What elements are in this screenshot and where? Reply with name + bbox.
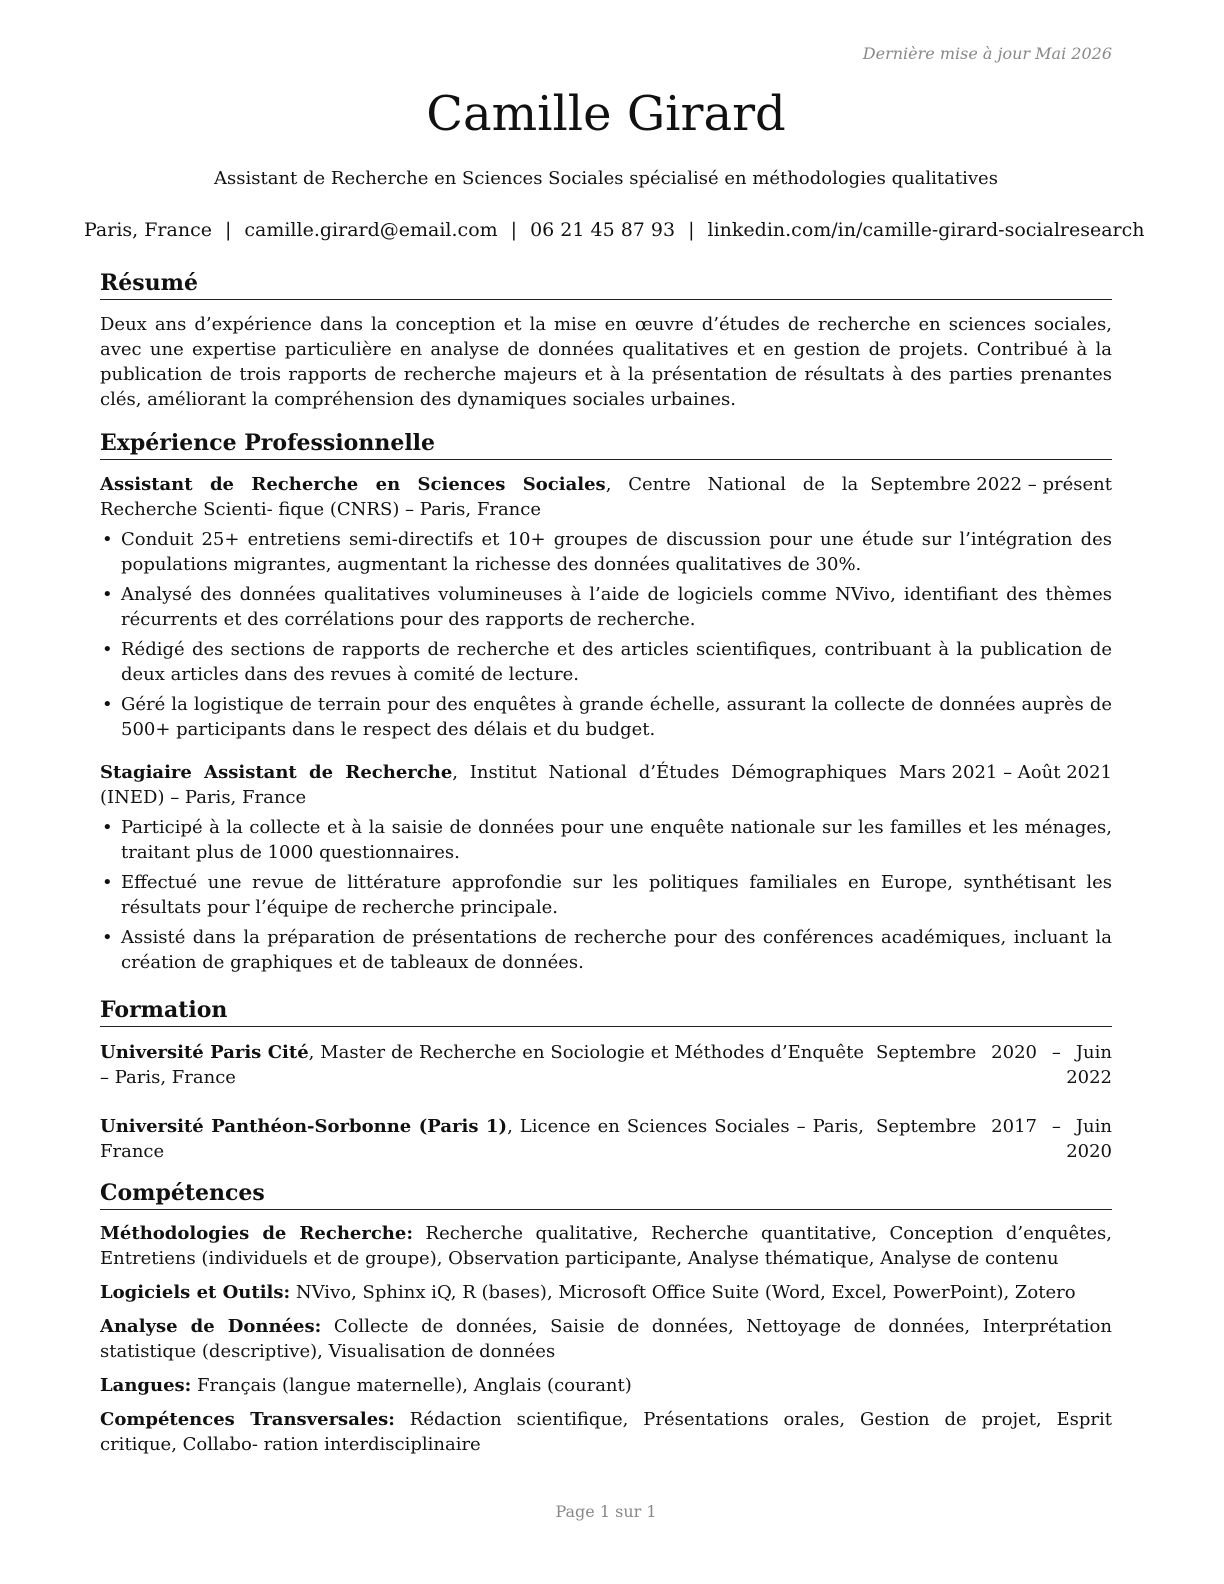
summary-title: Résumé [100,270,1112,300]
degree: , Master de Recherche en Sociologie et Méthodes d’Enquête – Paris, France [100,1042,865,1088]
job-org: , Institut National d’Études Démographiques (INED) – Paris, France [100,762,887,808]
list-item [100,692,1112,742]
list-item [100,815,1112,865]
skill-label: Logiciels et Outils: [100,1282,291,1303]
summary-section [100,270,1112,412]
bullet-text: Rédigé des sections de rapports de recherche et des articles scientifiques, contribuant à la publication de deux articles dans des revues à comité de lecture. [121,639,1112,685]
list-item [100,925,1112,975]
skill-value: Rédaction scientifique, Présentations orales, Gestion de projet, Esprit critique, Collabo- ration interdisciplinaire [100,1409,1112,1455]
skill-label: Méthodologies de Recherche: [100,1223,413,1244]
job-role: Assistant de Recherche en Sciences Sociales [100,474,606,495]
skill-value: Recherche qualitative, Recherche quantitative, Conception d’enquêtes, Entretiens (individuels et de groupe), Observation participante, Analyse thématique, Analyse de contenu [100,1223,1112,1269]
bullet-icon: • [102,817,113,838]
skill-row [100,1280,1112,1305]
skill-row [100,1373,1112,1398]
experience-section [100,430,1112,975]
list-item [100,637,1112,687]
bullet-text: Effectué une revue de littérature approfondie sur les politiques familiales en Europe, synthétisant les résultats pour l’équipe de recherche principale. [121,872,1112,918]
school-name: Université Paris Cité [100,1042,309,1063]
job-header [100,472,1112,522]
contact-separator: | [510,219,518,241]
bullet-text: Géré la logistique de terrain pour des enquêtes à grande échelle, assurant la collecte de données auprès de 500+ participants dans le respect des délais et du budget. [121,694,1112,740]
skills-title: Compétences [100,1180,1112,1210]
bullet-text: Conduit 25+ entretiens semi-directifs et 10+ groupes de discussion pour une étude sur l’intégration des populations migrantes, augmentant la richesse des données qualitatives de 30%. [121,529,1112,575]
skills-section [100,1180,1112,1457]
education-dates: Septembre 2020 – Juin 2022 [876,1042,1112,1088]
skill-row [100,1314,1112,1364]
job-dates: Septembre 2022 – présent [870,474,1112,495]
contact-phone[interactable]: 06 21 45 87 93 [530,219,676,241]
job-org: , Centre National de la Recherche Scienti- fique (CNRS) – Paris, France [100,474,859,520]
bullet-icon: • [102,529,113,550]
skill-value: NVivo, Sphinx iQ, R (bases), Microsoft Office Suite (Word, Excel, PowerPoint), Zotero [290,1282,1076,1303]
school-name: Université Panthéon-Sorbonne (Paris 1) [100,1116,508,1137]
skill-row [100,1407,1112,1457]
education-title: Formation [100,997,1112,1027]
bullet-text: Assisté dans la préparation de présentations de recherche pour des conférences académiques, incluant la création de graphiques et de tableaux de données. [121,927,1112,973]
resume-page [84,0,1145,1584]
degree: , Licence en Sciences Sociales – Paris, France [100,1116,864,1162]
bullet-text: Participé à la collecte et à la saisie de données pour une enquête nationale sur les familles et les ménages, traitant plus de 1000 questionnaires. [121,817,1112,863]
skill-label: Compétences Transversales: [100,1409,395,1430]
job-header [100,760,1112,810]
education-entry [100,1114,1112,1164]
tagline: Assistant de Recherche en Sciences Sociales spécialisé en méthodologies qualitatives [214,168,998,189]
candidate-name: Camille Girard [426,86,786,142]
list-item [100,582,1112,632]
contact-separator: | [688,219,695,241]
contact-line [84,219,1145,241]
job-bullets [100,815,1112,975]
list-item [100,870,1112,920]
contact-separator: | [224,219,232,241]
education-entry [100,1040,1112,1090]
summary-text: Deux ans d’expérience dans la conception et la mise en œuvre d’études de recherche en sciences sociales, avec une expertise particulière en analyse de données qualitatives et en gestion de projets. Contribué à la publication de trois rapports de recherche majeurs et à la présentation de résultats à des parties prenantes clés, améliorant la compréhension des dynamiques sociales urbaines. [100,314,1112,410]
contact-email[interactable]: camille.girard@email.com [244,219,498,241]
experience-title: Expérience Professionnelle [100,430,1112,460]
contact-linkedin[interactable]: linkedin.com/in/camille-girard-socialresearch [707,219,1145,241]
job-role: Stagiaire Assistant de Recherche [100,762,453,783]
bullet-icon: • [102,694,113,715]
education-dates: Septembre 2017 – Juin 2020 [876,1116,1112,1162]
job-dates: Mars 2021 – Août 2021 [898,762,1112,783]
skill-value: Français (langue maternelle), Anglais (courant) [191,1375,632,1396]
bullet-icon: • [102,639,113,660]
skill-label: Analyse de Données: [100,1316,322,1337]
education-section [100,997,1112,1164]
bullet-icon: • [102,872,113,893]
bullet-icon: • [102,927,113,948]
last-updated: Dernière mise à jour Mai 2026 [862,44,1112,63]
skill-value: Collecte de données, Saisie de données, Nettoyage de données, Interprétation statistique (descriptive), Visualisation de données [100,1316,1112,1362]
skill-row [100,1221,1112,1271]
list-item [100,527,1112,577]
job-bullets [100,527,1112,742]
job-entry [100,760,1112,975]
bullet-icon: • [102,584,113,605]
job-entry [100,472,1112,742]
page-number: Page 1 sur 1 [555,1502,657,1521]
bullet-text: Analysé des données qualitatives volumineuses à l’aide de logiciels comme NVivo, identifiant des thèmes récurrents et des corrélations pour des rapports de recherche. [121,584,1112,630]
contact-location: Paris, France [84,219,212,241]
skill-label: Langues: [100,1375,192,1396]
